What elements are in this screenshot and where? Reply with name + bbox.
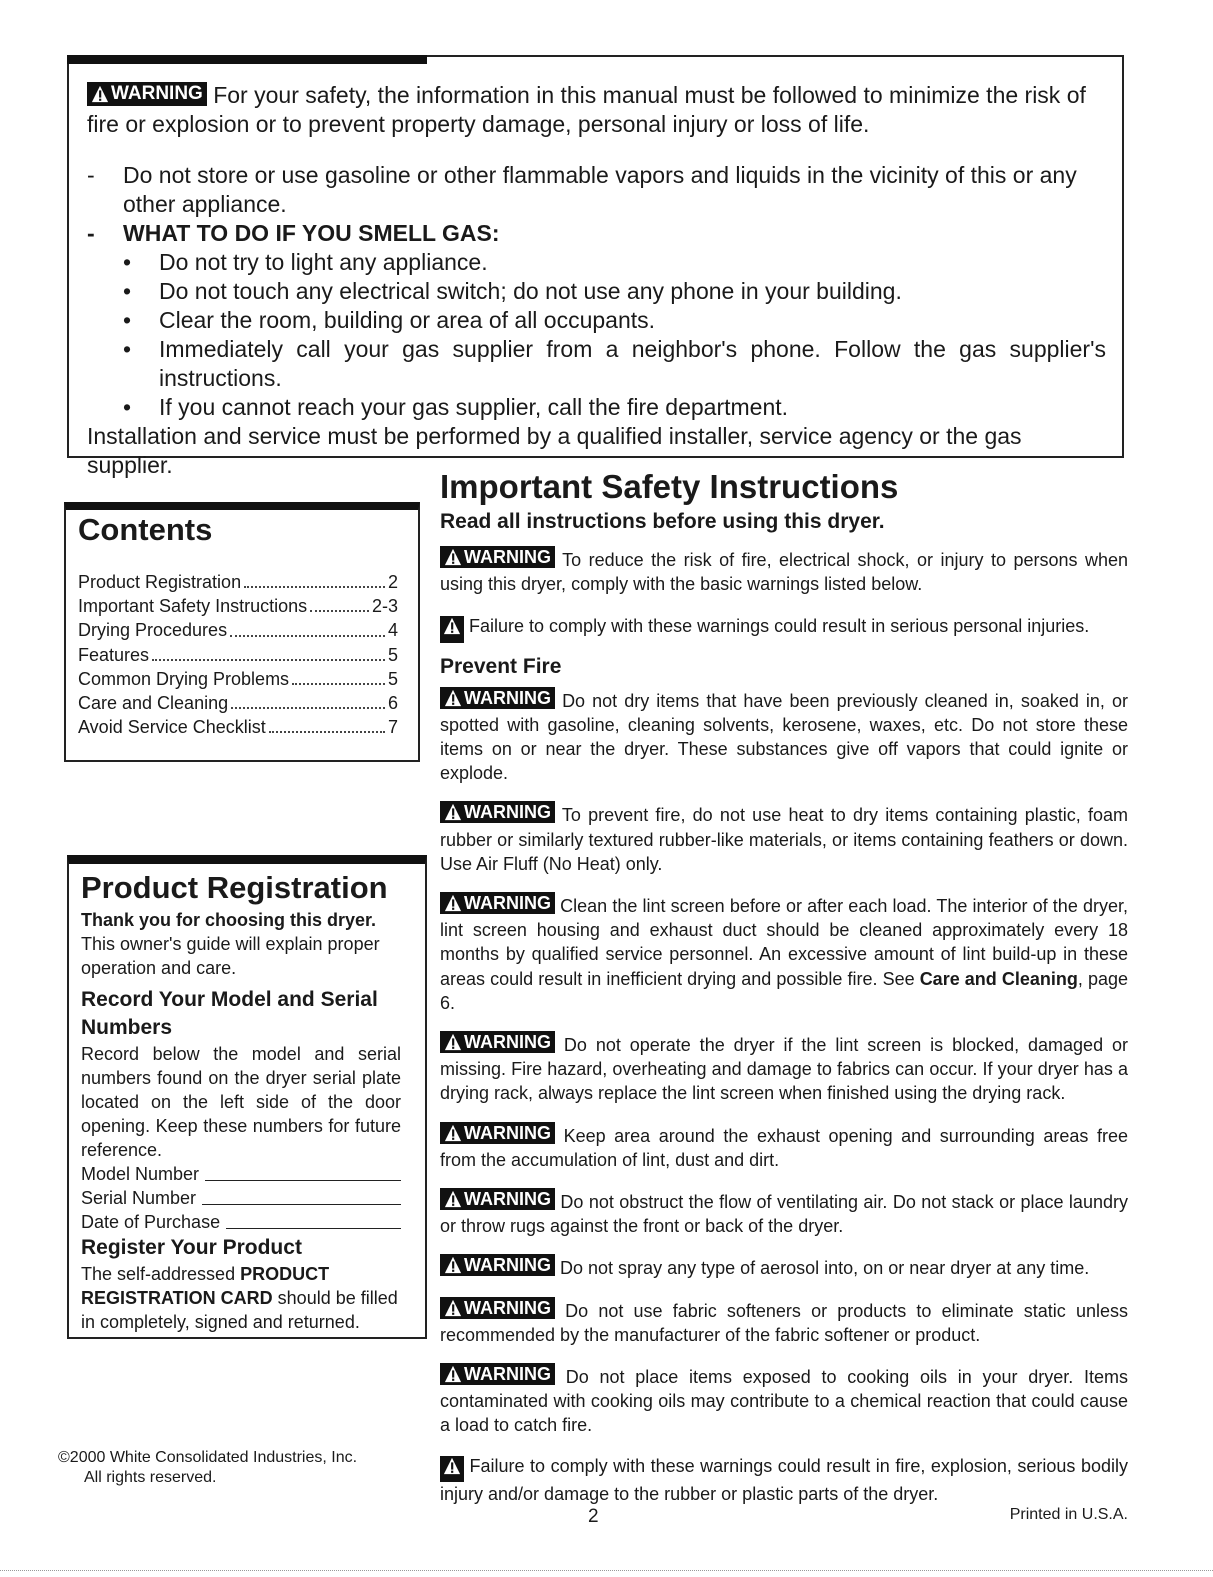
- warning-triangle-icon: [444, 689, 462, 707]
- record-numbers-text: Record below the model and serial numbers found on the dryer serial plate located on the left side of the door opening. Keep these numbers for future reference.: [81, 1044, 401, 1160]
- contents-box: [64, 502, 420, 762]
- warning-paragraph: WARNING Clean the lint screen before or after each load. The interior of the dryer, lint screen housing and exhaust duct should be cleaned approximately every 18 months by qualified service personnel. An excessive amount of lint build-up in these areas could result in inefficient drying and possible fire. See Care and Cleaning, page 6.: [440, 893, 1128, 1013]
- gas-warning-box: [67, 55, 1124, 478]
- gas-warning-intro: WARNING For your safety, the information in this manual must be followed to minimize the risk of fire or explosion or to prevent property damage, personal injury or loss of life.: [87, 82, 1086, 137]
- contents-item[interactable]: Care and Cleaning 6: [78, 693, 398, 714]
- contents-title: Contents: [78, 512, 213, 547]
- warning-triangle-icon: [444, 1365, 462, 1383]
- warning-paragraph: WARNING Keep area around the exhaust opening and surrounding areas free from the accumulation of lint, dust and dirt.: [440, 1122, 1128, 1170]
- date-of-purchase-field[interactable]: Date of Purchase: [81, 1210, 401, 1234]
- warning-paragraph: WARNING Do not use fabric softeners or products to eliminate static unless recommended by the manufacturer of the fabric softener or product.: [440, 1297, 1128, 1345]
- warning-paragraph: WARNING To reduce the risk of fire, electrical shock, or injury to persons when using this dryer, comply with the basic warnings listed below.: [440, 547, 1128, 595]
- warning-triangle-icon: [444, 1299, 462, 1317]
- contents-item[interactable]: Important Safety Instructions 2-3: [78, 596, 398, 617]
- warning-badge: WARNING: [87, 82, 207, 106]
- contents-item[interactable]: Drying Procedures 4: [78, 620, 398, 641]
- serial-number-field[interactable]: Serial Number: [81, 1186, 401, 1210]
- printed-in: Printed in U.S.A.: [1009, 1506, 1128, 1523]
- warning-triangle-icon: [444, 803, 462, 821]
- gas-bullet-continued: instructions.: [159, 365, 282, 391]
- smell-gas-heading: - WHAT TO DO IF YOU SMELL GAS:: [87, 220, 500, 246]
- gas-warning-final: Installation and service must be performed by a qualified installer, service agency or the gas supplier.: [87, 423, 1022, 478]
- caution-triangle-icon: [443, 617, 461, 635]
- caution-paragraph: Failure to comply with these warnings could result in serious personal injuries.: [440, 614, 1128, 642]
- gas-bullet: • Clear the room, building or area of all occupants.: [123, 307, 656, 333]
- warning-paragraph: WARNING To prevent fire, do not use heat to dry items containing plastic, foam rubber or similarly textured rubber-like materials, or items containing feathers or down. Use Air Fluff (No Heat) only.: [440, 802, 1128, 874]
- warning-triangle-icon: [444, 548, 462, 566]
- page-number: 2: [588, 1506, 599, 1527]
- caution-paragraph: Failure to comply with these warnings could result in fire, explosion, serious bodily injury and/or damage to the rubber or plastic parts of the dryer.: [440, 1455, 1128, 1504]
- warning-triangle-icon: [444, 1033, 462, 1051]
- top-rule: [67, 55, 427, 64]
- page-bottom-edge: [0, 1570, 1213, 1571]
- warning-paragraph: WARNING Do not dry items that have been previously cleaned in, soaked in, or spotted with gasoline, cleaning solvents, kerosene, waxes, etc. Do not store these items on or near the dryer. These substances give off vapors that could ignite or explode.: [440, 687, 1128, 784]
- model-number-field[interactable]: Model Number: [81, 1162, 401, 1186]
- safety-instructions: [440, 466, 1128, 1506]
- copyright: ©2000 White Consolidated Industries, Inc. All rights reserved.: [58, 1449, 358, 1486]
- product-registration-box: [67, 855, 427, 1339]
- warning-triangle-icon: [444, 894, 462, 912]
- warning-triangle-icon: [444, 1190, 462, 1208]
- warning-paragraph: WARNING Do not spray any type of aerosol into, on or near dryer at any time.: [440, 1254, 1128, 1280]
- product-registration-title: Product Registration: [81, 870, 388, 905]
- register-product-text: The self-addressed PRODUCT REGISTRATION CARD should be filled in completely, signed and returned.: [81, 1264, 398, 1332]
- contents-item[interactable]: Features 5: [78, 644, 398, 665]
- contents-item[interactable]: Common Drying Problems 5: [78, 668, 398, 689]
- owners-guide-intro: This owner's guide will explain proper operation and care.: [81, 934, 380, 978]
- register-product-heading: Register Your Product: [81, 1236, 302, 1259]
- warning-triangle-icon: [91, 85, 109, 103]
- warning-paragraph: WARNING Do not obstruct the flow of ventilating air. Do not stack or place laundry or throw rugs against the front or back of the dryer.: [440, 1189, 1128, 1237]
- warning-paragraph: WARNING Do not operate the dryer if the lint screen is blocked, damaged or missing. Fire hazard, overheating and damage to fabrics can occur. If your dryer has a drying rack, always replace the lint screen when finished using the drying rack.: [440, 1032, 1128, 1104]
- gas-bullet: • Immediately call your gas supplier from a neighbor's phone. Follow the gas supplier's: [123, 336, 1106, 362]
- thanks-text: Thank you for choosing this dryer.: [81, 910, 377, 930]
- gas-bullet: • If you cannot reach your gas supplier, call the fire department.: [123, 394, 789, 420]
- safety-subtitle: Read all instructions before using this dryer.: [440, 510, 885, 533]
- safety-title: Important Safety Instructions: [440, 468, 899, 505]
- warning-triangle-icon: [444, 1256, 462, 1274]
- prevent-fire-heading: Prevent Fire: [440, 654, 562, 678]
- gas-bullet: • Do not touch any electrical switch; do not use any phone in your building.: [123, 278, 902, 304]
- record-numbers-heading: Record Your Model and Serial Numbers: [81, 988, 378, 1039]
- contents-item[interactable]: Avoid Service Checklist 7: [78, 717, 398, 738]
- warning-paragraph: WARNING Do not place items exposed to cooking oils in your dryer. Items contaminated with cooking oils may contribute to a chemical reaction that could cause a load to catch fire.: [440, 1364, 1128, 1436]
- contents-item[interactable]: Product Registration 2: [78, 572, 398, 592]
- warning-triangle-icon: [444, 1124, 462, 1142]
- caution-triangle-icon: [443, 1457, 461, 1475]
- gas-warning-item: - Do not store or use gasoline or other flammable vapors and liquids in the vicinity of this or any other appliance.: [87, 162, 1077, 217]
- gas-bullet: • Do not try to light any appliance.: [123, 249, 488, 275]
